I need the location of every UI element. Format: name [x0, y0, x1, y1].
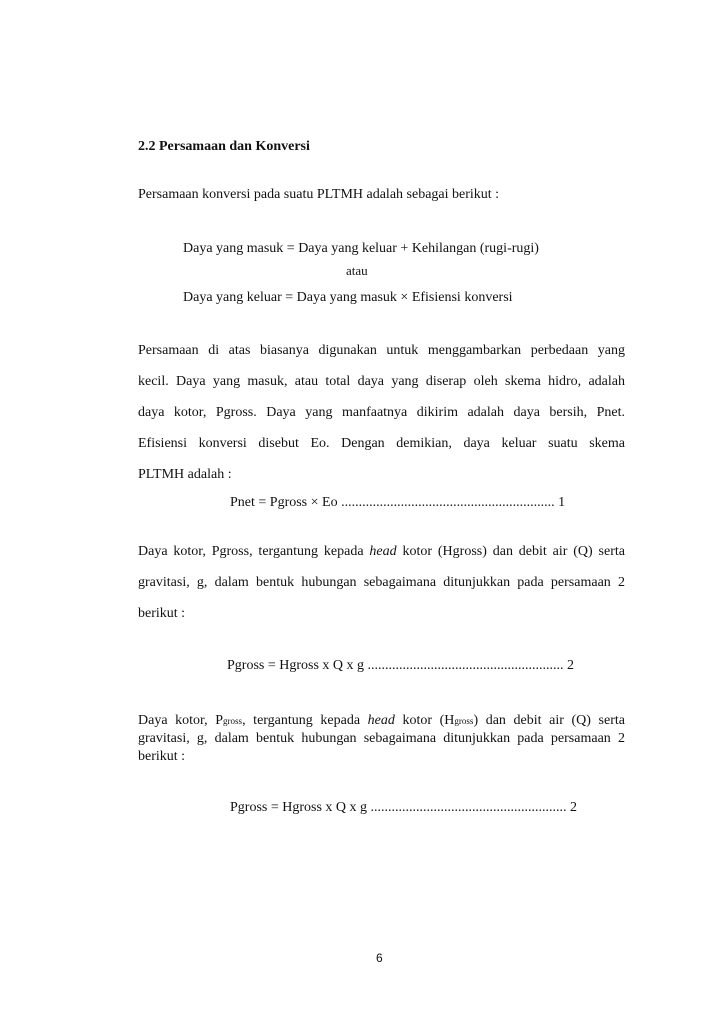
- section-heading: 2.2 Persamaan dan Konversi: [138, 139, 310, 154]
- paragraph-1-line: Efisiensi konversi disebut Eo. Dengan demikian, daya keluar suatu skema: [138, 436, 625, 451]
- head-term: head: [369, 544, 397, 559]
- paragraph-2: [138, 543, 625, 636]
- paragraph-2-line-2: gravitasi, g, dalam bentuk hubungan sebagaimana ditunjukkan pada persamaan 2: [138, 575, 625, 590]
- equation-1: Pnet = Pgross × Eo ............................................................. 1: [230, 495, 566, 510]
- paragraph-1: [138, 342, 625, 497]
- text: , tergantung kepada: [242, 713, 368, 728]
- paragraph-3: [138, 712, 625, 766]
- equation-line-1: Daya yang masuk = Daya yang keluar + Kehilangan (rugi-rugi): [183, 241, 539, 256]
- text: Daya kotor, P: [138, 713, 224, 728]
- subscript: gross: [223, 716, 243, 726]
- paragraph-1-line: kecil. Daya yang masuk, atau total daya yang diserap oleh skema hidro, adalah: [138, 374, 625, 389]
- equation-connector: atau: [346, 263, 368, 278]
- text: Daya kotor, Pgross, tergantung kepada: [138, 544, 370, 559]
- text: ) dan debit air (Q) serta: [473, 713, 625, 728]
- subscript: gross: [454, 716, 474, 726]
- paragraph-1-line: PLTMH adalah :: [138, 467, 232, 482]
- text: kotor (H: [394, 713, 455, 728]
- head-term: head: [367, 713, 395, 728]
- paragraph-2-line-1: [138, 543, 625, 561]
- paragraph-1-line: Persamaan di atas biasanya digunakan untuk menggambarkan perbedaan yang: [138, 343, 625, 358]
- paragraph-3-line-3: berikut :: [138, 749, 186, 764]
- page-number: 6: [376, 951, 383, 965]
- paragraph-1-line: daya kotor, Pgross. Daya yang manfaatnya dikirim adalah daya bersih, Pnet.: [138, 405, 625, 420]
- equation-3: Pgross = Hgross x Q x g ........................................................ 2: [230, 800, 578, 815]
- intro-text: Persamaan konversi pada suatu PLTMH adalah sebagai berikut :: [138, 187, 500, 202]
- equation-2: Pgross = Hgross x Q x g ........................................................ 2: [227, 658, 575, 673]
- equation-line-2: Daya yang keluar = Daya yang masuk × Efisiensi konversi: [183, 290, 513, 305]
- text: kotor (Hgross) dan debit air (Q) serta: [396, 544, 625, 559]
- paragraph-3-line-1: [138, 712, 625, 730]
- paragraph-2-line-3: berikut :: [138, 606, 186, 621]
- paragraph-3-line-2: gravitasi, g, dalam bentuk hubungan sebagaimana ditunjukkan pada persamaan 2: [138, 731, 625, 746]
